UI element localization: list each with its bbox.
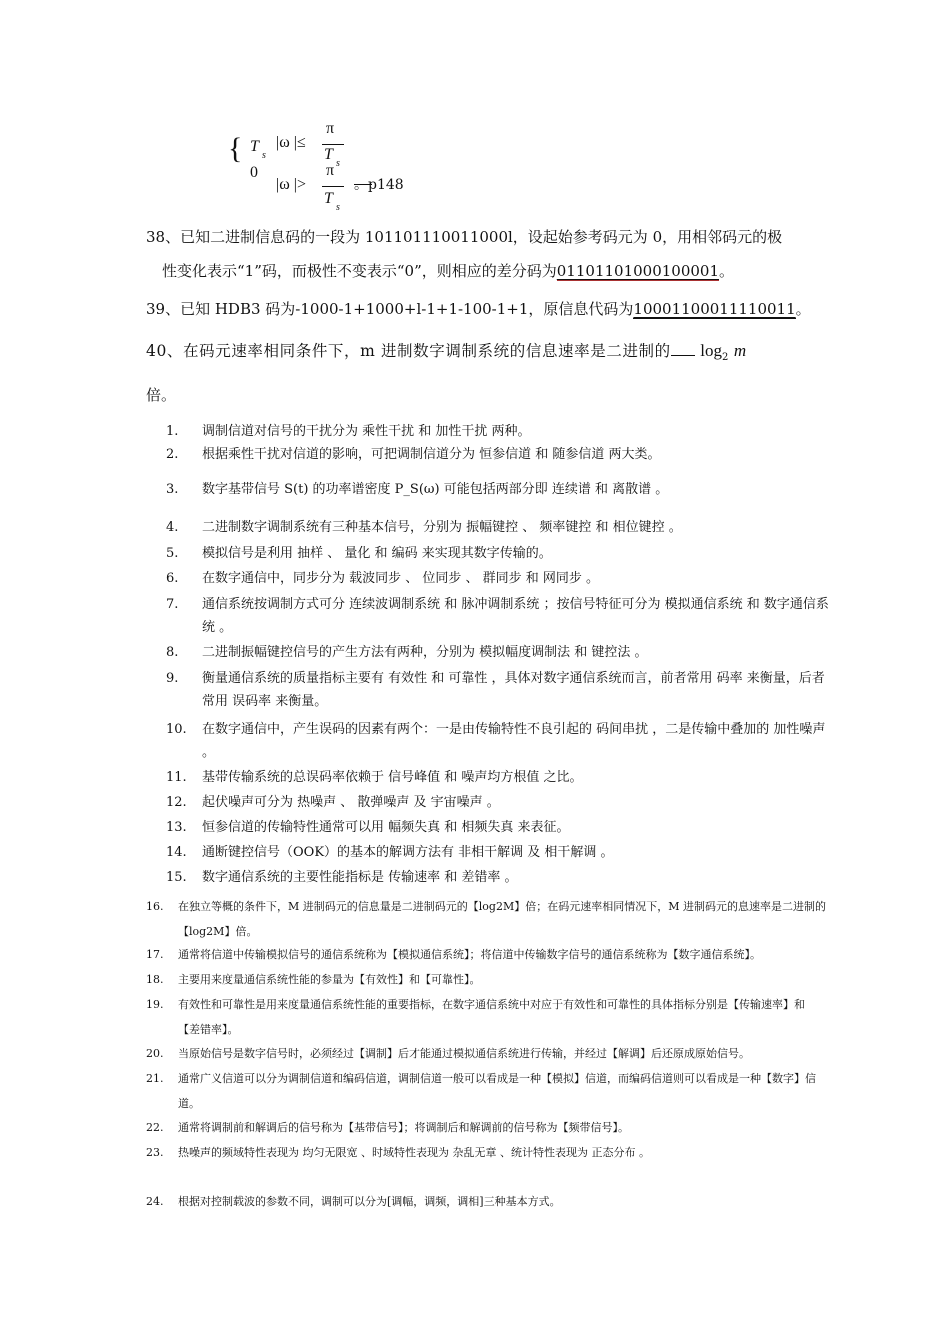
item-text: 在独立等概的条件下，M 进制码元的信息量是二进制码元的【log2M】倍；在码元速率相同情况下，M 进制码元的息速率是二进制的【log2M】倍。 xyxy=(178,900,826,938)
item-text: 根据乘性干扰对信道的影响，可把调制信道分为 恒参信道 和 随参信道 两大类。 xyxy=(202,447,661,462)
question-40-tail: 倍。 xyxy=(146,386,177,404)
item-text: 当原始信号是数字信号时，必须经过【调制】后才能通过模拟通信系统进行传输，并经过【解调】后还原成原始信号。 xyxy=(178,1047,750,1060)
question-40 xyxy=(146,340,747,369)
question-40-m: m xyxy=(733,341,747,360)
item-number: 11. xyxy=(166,770,187,785)
item-number: 10. xyxy=(166,722,187,737)
formula-s: s xyxy=(262,150,266,161)
item-text: 衡量通信系统的质量指标主要有 有效性 和 可靠性 ，具体对数字通信系统而言，前者常用 码率 来衡量，后者常用 误码率 来衡量。 xyxy=(202,671,825,709)
question-40-base: 2 xyxy=(722,352,729,364)
formula-pi-1: π xyxy=(326,120,335,137)
formula-omega-gt: |ω |> xyxy=(276,176,306,193)
item-number: 2. xyxy=(166,447,179,462)
item-number: 15. xyxy=(166,870,187,885)
item-text: 热噪声的频域特性表现为 均匀无限宽 、时域特性表现为 杂乱无章 、统计特性表现为 正态分布 。 xyxy=(178,1146,650,1159)
question-38-end: 。 xyxy=(719,262,735,280)
item-text: 通断键控信号（OOK）的基本的解调方法有 非相干解调 及 相干解调 。 xyxy=(202,845,614,860)
formula-s-denominator-2: s xyxy=(336,202,340,213)
item-text: 通信系统按调制方式可分 连续波调制系统 和 脉冲调制系统 ；按信号特征可分为 模拟通信系统 和 数字通信系统 。 xyxy=(202,597,829,635)
question-39-end: 。 xyxy=(795,300,811,318)
item-text: 二进制数字调制系统有三种基本信号，分别为 振幅键控 、 频率键控 和 相位键控 。 xyxy=(202,520,682,535)
item-text: 主要用来度量通信系统性能的参量为【有效性】和【可靠性】。 xyxy=(178,973,481,986)
formula-omega-le: |ω |≤ xyxy=(276,134,306,151)
item-number: 12. xyxy=(166,795,187,810)
item-number: 16. xyxy=(146,900,164,913)
item-number: 3. xyxy=(166,482,179,497)
item-text: 在数字通信中，同步分为 载波同步 、 位同步 、 群同步 和 网同步 。 xyxy=(202,571,600,586)
item-number: 13. xyxy=(166,820,187,835)
item-text: 数字基带信号 S(t) 的功率谱密度 P_S(ω) 可能包括两部分即 连续谱 和 离散谱 。 xyxy=(202,482,669,497)
item-number: 6. xyxy=(166,571,179,586)
item-text: 在数字通信中，产生误码的因素有两个：一是由传输特性不良引起的 码间串扰 ，二是传输中叠加的 加性噪声 。 xyxy=(202,722,826,760)
item-text: 通常广义信道可以分为调制信道和编码信道，调制信道一般可以看成是一种【模拟】信道，而编码信道则可以看成是一种【数字】信道。 xyxy=(178,1072,816,1110)
item-number: 1. xyxy=(166,424,179,439)
question-38-answer: 01101101000100001 xyxy=(556,262,720,280)
item-text: 二进制振幅键控信号的产生方法有两种，分别为 模拟幅度调制法 和 键控法 。 xyxy=(202,645,648,660)
item-number: 22. xyxy=(146,1121,164,1134)
item-number: 20. xyxy=(146,1047,164,1060)
formula-T-denominator-2: T xyxy=(324,190,333,207)
formula-T: T xyxy=(250,138,259,155)
piecewise-formula xyxy=(228,120,488,220)
question-40-text: 40、在码元速率相同条件下，m 进制数字调制系统的信息速率是二进制的 xyxy=(146,342,671,360)
item-text: 起伏噪声可分为 热噪声 、 散弹噪声 及 宇宙噪声 。 xyxy=(202,795,500,810)
item-number: 24. xyxy=(146,1195,164,1208)
item-number: 21. xyxy=(146,1072,164,1085)
question-38-text: 性变化表示“1”码，而极性不变表示“0”，则相应的差分码为 xyxy=(162,262,557,280)
item-text: 数字通信系统的主要性能指标是 传输速率 和 差错率 。 xyxy=(202,870,518,885)
item-number: 7. xyxy=(166,597,179,612)
item-text: 模拟信号是利用 抽样 、 量化 和 编码 来实现其数字传输的。 xyxy=(202,546,552,561)
item-text: 基带传输系统的总误码率依赖于 信号峰值 和 噪声均方根值 之比。 xyxy=(202,770,583,785)
item-number: 14. xyxy=(166,845,187,860)
item-number: 19. xyxy=(146,998,164,1011)
question-39-text: 39、已知 HDB3 码为-1000-1+1000+l-1+1-100-1+1，原信息代码为 xyxy=(146,300,634,318)
item-number: 9. xyxy=(166,671,179,686)
formula-s-denominator-1: s xyxy=(336,158,340,169)
formula-fraction-bar xyxy=(322,144,344,145)
formula-zero: 0 xyxy=(250,164,258,181)
question-40-blank xyxy=(671,355,695,356)
item-number: 23. xyxy=(146,1146,164,1159)
formula-brace: { xyxy=(228,132,243,165)
question-38-line2 xyxy=(162,260,734,282)
item-text: 根据对控制载波的参数不同，调制可以分为[调幅，调频，调相]三种基本方式。 xyxy=(178,1195,561,1208)
item-number: 17. xyxy=(146,948,164,961)
question-40-log: log xyxy=(700,341,723,360)
item-number: 18. xyxy=(146,973,164,986)
formula-T-denominator-1: T xyxy=(324,146,333,163)
item-number: 5. xyxy=(166,546,179,561)
item-text: 恒参信道的传输特性通常可以用 幅频失真 和 相频失真 来表征。 xyxy=(202,820,570,835)
question-39-answer: 10001100011110011 xyxy=(633,300,796,318)
formula-pi-2: π xyxy=(326,162,335,179)
item-number: 4. xyxy=(166,520,179,535)
formula-fraction-bar xyxy=(322,186,344,187)
item-text: 通常将信道中传输模拟信号的通信系统称为【模拟通信系统】；将信道中传输数字信号的通信系统称为【数字通信系统】。 xyxy=(178,948,761,961)
item-number: 8. xyxy=(166,645,179,660)
formula-tail-text: 。p148 xyxy=(354,177,404,193)
question-39 xyxy=(146,298,811,320)
question-38-line1: 38、已知二进制信息码的一段为 101101110011000l，设起始参考码元为 0，用相邻码元的极 xyxy=(146,228,783,246)
item-text: 有效性和可靠性是用来度量通信系统性能的重要指标，在数字通信系统中对应于有效性和可靠性的具体指标分别是【传输速率】和 【差错率】。 xyxy=(178,998,805,1036)
item-text: 调制信道对信号的干扰分为 乘性干扰 和 加性干扰 两种。 xyxy=(202,424,531,439)
item-text: 通常将调制前和解调后的信号称为【基带信号】；将调制后和解调前的信号称为【频带信号】。 xyxy=(178,1121,629,1134)
